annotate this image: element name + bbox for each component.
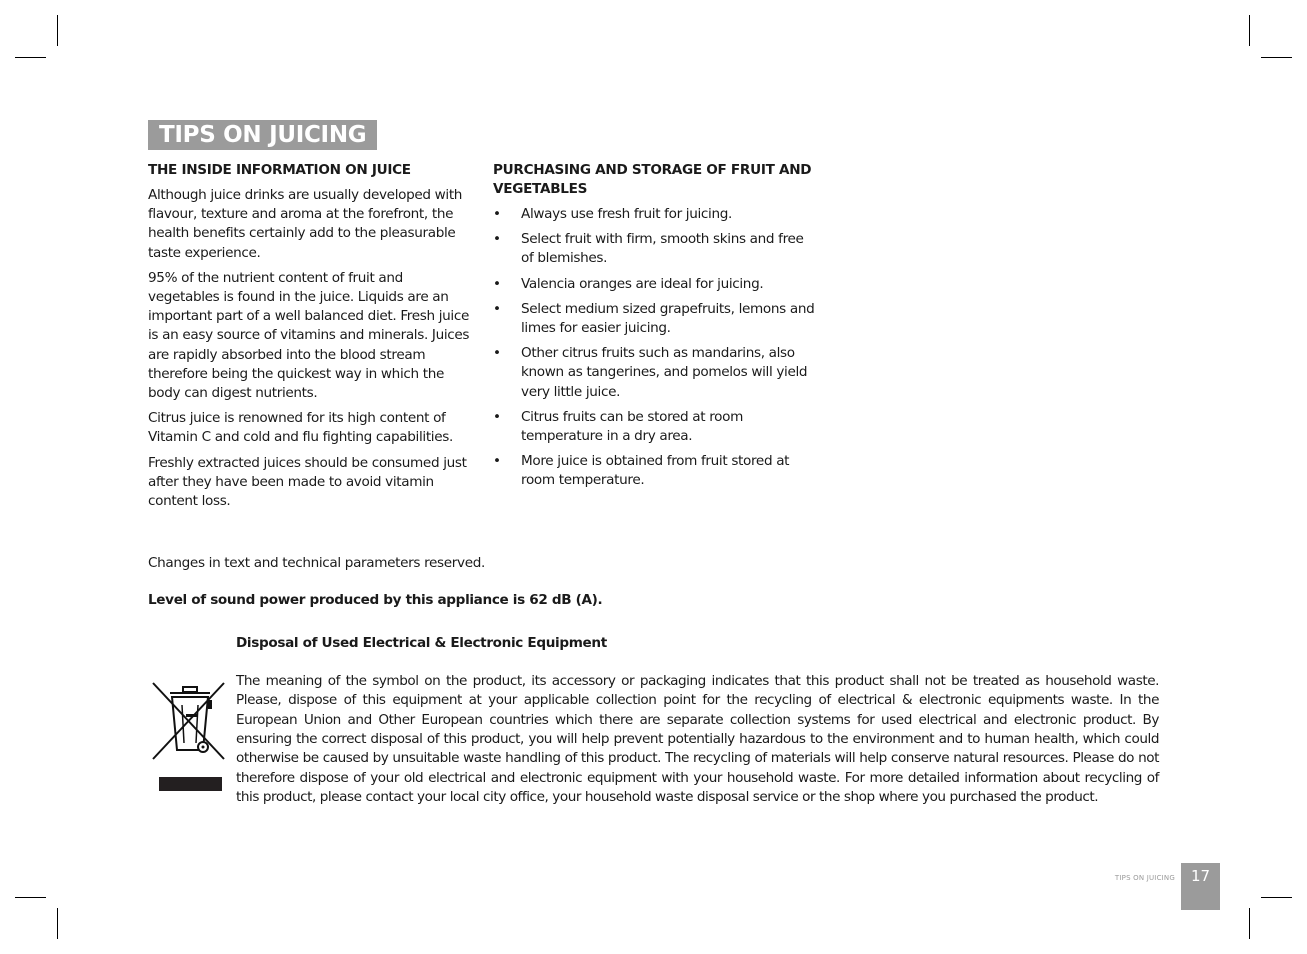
disposal-title: Disposal of Used Electrical & Electronic Equipment bbox=[236, 635, 607, 651]
paragraph: Citrus juice is renowned for its high content of Vitamin C and cold and flu fighting capabilities. bbox=[148, 410, 453, 446]
list-item-text: Select medium sized grapefruits, lemons and limes for easier juicing. bbox=[521, 300, 815, 337]
crop-mark bbox=[1261, 897, 1292, 898]
list-item-text: Valencia oranges are ideal for juicing. bbox=[521, 275, 764, 292]
list-item bbox=[493, 300, 815, 338]
list-item-text: Always use fresh fruit for juicing. bbox=[521, 206, 732, 222]
footer-section-label: TIPS ON JUICING bbox=[1114, 874, 1175, 882]
section-title: TIPS ON JUICING bbox=[148, 120, 377, 150]
disposal-text: The meaning of the symbol on the product, its accessory or packaging indicates that this product shall not be treated as household waste. Please, dispose of this equipment at your applicable collection point for the recycling of electrical & electronic equipments waste. In the European Union and Other European countries which there are separate collection systems for used electrical and electronic product. By ensuring the correct disposal of this product, you will help prevent potentially hazardous to the environment and to human health, which could otherwise be caused by unsuitable waste handling of this product. The recycling of materials will help conserve natural resources. Please do not therefore dispose of your old electrical and electronic equipment with your household waste. For more detailed information about recycling of this product, please contact your local city office, your household waste disposal service or the shop where you purchased the product. bbox=[236, 673, 1159, 806]
list-item bbox=[493, 275, 815, 294]
list-item-text: More juice is obtained from fruit stored at room temperature. bbox=[521, 453, 790, 489]
bullet-list bbox=[493, 205, 815, 491]
bullet-icon: • bbox=[493, 408, 501, 425]
list-item-text: Other citrus fruits such as mandarins, also known as tangerines, and pomelos will yield very little juice. bbox=[521, 345, 808, 400]
left-column-heading: THE INSIDE INFORMATION ON JUICE bbox=[148, 162, 411, 178]
list-item bbox=[493, 230, 815, 268]
list-item bbox=[493, 408, 815, 446]
crop-mark bbox=[57, 15, 58, 46]
crop-mark bbox=[1261, 57, 1292, 58]
crop-mark bbox=[15, 57, 46, 58]
crossed-out-wheelie-bin-icon bbox=[150, 677, 226, 795]
right-column-heading: PURCHASING AND STORAGE OF FRUIT AND VEGETABLES bbox=[493, 162, 812, 197]
right-column bbox=[493, 161, 815, 497]
paragraph: 95% of the nutrient content of fruit and vegetables is found in the juice. Liquids are an important part of a well balanced diet. Fresh juice is an easy source of vitamins and minerals. Juices are rapidly absorbed into the blood stream therefore being the quickest way in which the body can digest nutrients. bbox=[148, 269, 470, 402]
bullet-icon: • bbox=[493, 275, 501, 292]
left-column bbox=[148, 161, 470, 517]
list-item bbox=[493, 205, 815, 224]
bullet-icon: • bbox=[493, 300, 501, 317]
changes-note: Changes in text and technical parameters reserved. bbox=[148, 555, 485, 571]
list-item bbox=[493, 344, 815, 402]
bullet-icon: • bbox=[493, 453, 501, 470]
list-item-text: Citrus fruits can be stored at room temperature in a dry area. bbox=[521, 408, 743, 445]
crop-mark bbox=[1249, 15, 1250, 46]
bullet-icon: • bbox=[493, 345, 501, 362]
bullet-icon: • bbox=[493, 231, 501, 248]
sound-power-note: Level of sound power produced by this appliance is 62 dB (A). bbox=[148, 592, 603, 608]
crop-mark bbox=[15, 897, 46, 898]
bullet-icon: • bbox=[493, 206, 501, 222]
crop-mark bbox=[1249, 908, 1250, 939]
page-number: 17 bbox=[1181, 863, 1220, 910]
paragraph: Freshly extracted juices should be consumed just after they have been made to avoid vitamin content loss. bbox=[148, 454, 467, 510]
list-item bbox=[493, 452, 815, 490]
crop-mark bbox=[57, 908, 58, 939]
paragraph: Although juice drinks are usually developed with flavour, texture and aroma at the forefront, the health benefits certainly add to the pleasurable taste experience. bbox=[148, 187, 463, 261]
list-item-text: Select fruit with firm, smooth skins and free of blemishes. bbox=[521, 231, 804, 267]
